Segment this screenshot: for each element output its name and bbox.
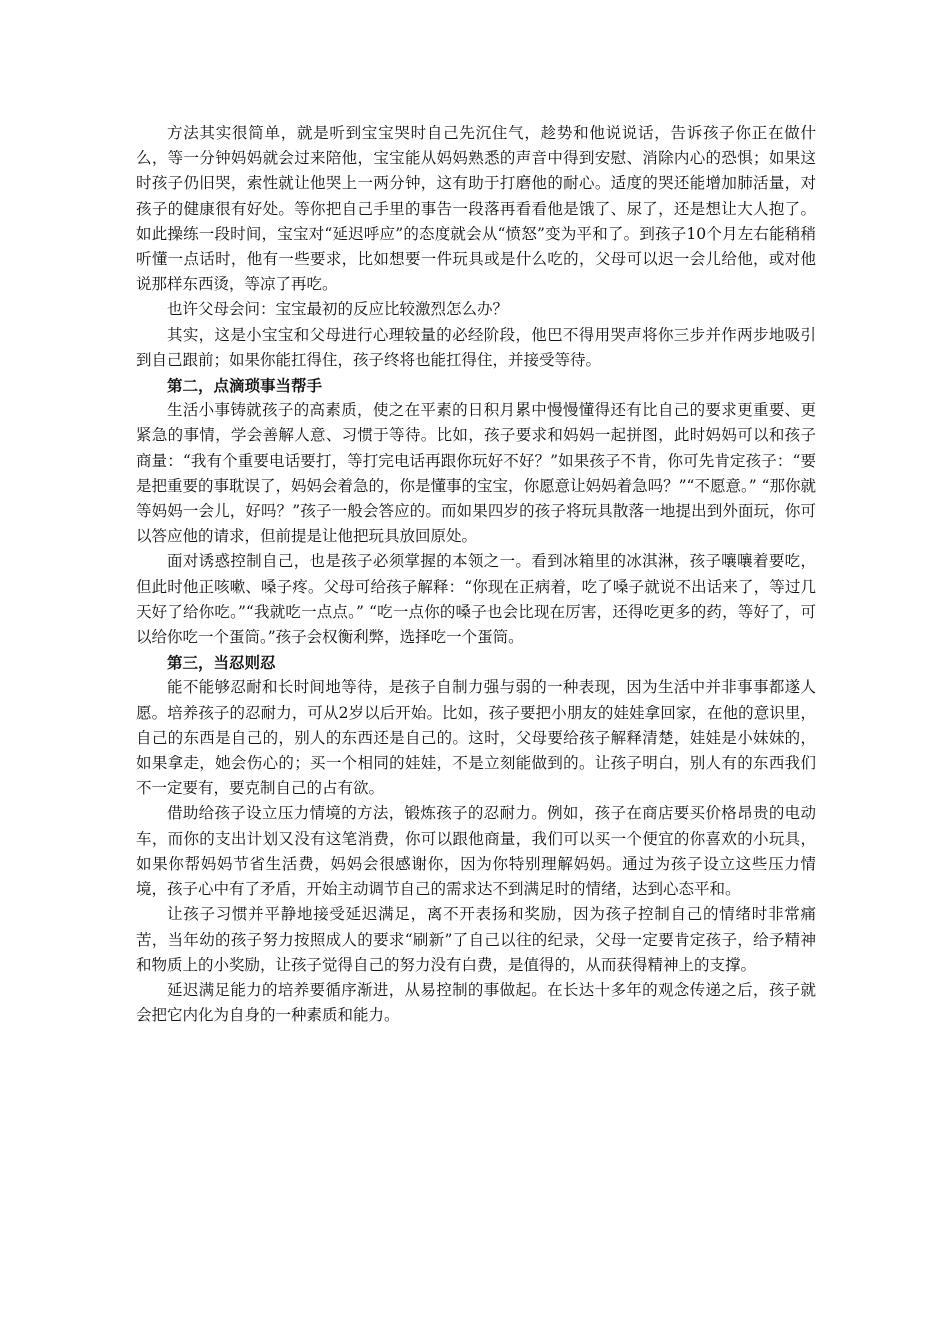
section-heading-3: 第三，当忍则忍 <box>167 653 276 673</box>
paragraph-conclusion: 延迟满足能力的培养要循序渐进，从易控制的事做起。在长达十多年的观念传递之后，孩子就会把它内化为自身的一种素质和能力。 <box>136 980 816 1025</box>
paragraph-answer: 其实，这是小宝宝和父母进行心理较量的必经阶段，他巴不得用哭声将你三步并作两步地吸引到自己跟前；如果你能扛得住，孩子终将也能扛得住，并接受等待。 <box>136 325 816 369</box>
paragraph-temptation: 面对诱惑控制自己，也是孩子必须掌握的本领之一。看到冰箱里的冰淇淋，孩子嚷嚷着要吃，但此时他正咳嗽、嗓子疼。父母可给孩子解释：“你现在正病着，吃了嗓子就说不出话来了，等过几天好了给你吃。”“我就吃一点点。” “吃一点你的嗓子也会比现在厉害，还得吃更多的药，等好了，可以给你吃一个蛋筒。”孩子会权衡利弊，选择吃一个蛋筒。 <box>136 552 816 647</box>
paragraph-daily-matters: 生活小事铸就孩子的高素质，使之在平素的日积月累中慢慢懂得还有比自己的要求更重要、更紧急的事情，学会善解人意、习惯于等待。比如，孩子要求和妈妈一起拼图，此时妈妈可以和孩子商量：“我有个重要电话要打，等打完电话再跟你玩好不好？”如果孩子不肯，你可先肯定孩子：“要是把重要的事耽误了，妈妈会着急的，你是懂事的宝宝，你愿意让妈妈着急吗？”“不愿意。” “那你就等妈妈一会儿，好吗？”孩子一般会答应的。而如果四岁的孩子将玩具散落一地提出到外面玩，你可以答应他的请求，但前提是让他把玩具放回原处。 <box>136 401 816 546</box>
paragraph-endurance: 能不能够忍耐和长时间地等待，是孩子自制力强与弱的一种表现，因为生活中并非事事都遂人愿。培养孩子的忍耐力，可从2岁以后开始。比如，孩子要把小朋友的娃娃拿回家，在他的意识里，自己的东西是自己的，别人的东西还是自己的。这时，父母要给孩子解释清楚，娃娃是小妹妹的，如果拿走，她会伤心的；买一个相同的娃娃，不是立刻能做到的。让孩子明白，别人有的东西我们不一定要有，要克制自己的占有欲。 <box>136 678 816 798</box>
paragraph-question: 也许父母会问：宝宝最初的反应比较激烈怎么办？ <box>167 300 509 319</box>
paragraph-method: 方法其实很简单，就是听到宝宝哭时自己先沉住气，趁势和他说说话，告诉孩子你正在做什么，等一分钟妈妈就会过来陪他，宝宝能从妈妈熟悉的声音中得到安慰、消除内心的恐惧；如果这时孩子仍旧哭，索性就让他哭上一两分钟，这有助于打磨他的耐心。适度的哭还能增加肺活量，对孩子的健康很有好处。等你把自己手里的事告一段落再看看他是饿了、尿了，还是想让大人抱了。如此操练一段时间，宝宝对“延迟呼应”的态度就会从“愤怒”变为平和了。到孩子10个月左右能稍稍听懂一点话时，他有一些要求，比如想要一件玩具或是什么吃的，父母可以迟一会儿给他，或对他说那样东西烫，等凉了再吃。 <box>136 124 816 294</box>
document-body <box>136 121 816 1028</box>
paragraph-pressure-situation: 借助给孩子设立压力情境的方法，锻炼孩子的忍耐力。例如，孩子在商店要买价格昂贵的电动车，而你的支出计划又没有这笔消费，你可以跟他商量，我们可以买一个便宜的你喜欢的小玩具，如果你帮妈妈节省生活费，妈妈会很感谢你，因为你特别理解妈妈。通过为孩子设立这些压力情境，孩子心中有了矛盾，开始主动调节自己的需求达不到满足时的情绪，达到心态平和。 <box>136 804 816 899</box>
paragraph-praise-reward: 让孩子习惯并平静地接受延迟满足，离不开表扬和奖励，因为孩子控制自己的情绪时非常痛苦，当年幼的孩子努力按照成人的要求“刷新”了自己以往的纪录，父母一定要肯定孩子，给予精神和物质上的小奖励，让孩子觉得自己的努力没有白费，是值得的，从而获得精神上的支撑。 <box>136 905 816 974</box>
section-heading-2: 第二，点滴琐事当帮手 <box>167 376 323 396</box>
